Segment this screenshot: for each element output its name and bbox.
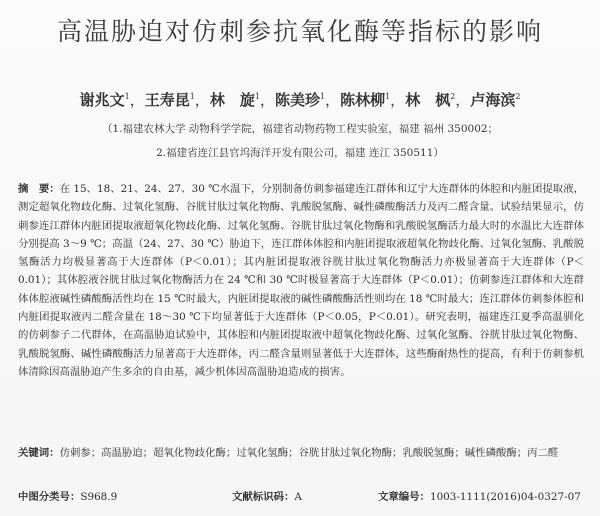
- author-separator: ，: [194, 91, 210, 109]
- author-separator: ，: [325, 91, 341, 109]
- classification-number: 中图分类号：S968.9: [18, 491, 118, 503]
- paper-title: 高温胁迫对仿刺参抗氧化酶等指标的影响: [56, 17, 543, 46]
- abstract: [18, 180, 584, 381]
- author: 王寿昆$^1$: [144, 91, 195, 109]
- author-list: [0, 89, 600, 110]
- affiliation-line: 2.福建省连江县官坞海洋开发有限公司，福建 连江 350511）: [156, 147, 444, 159]
- author-separator: ，: [129, 91, 145, 109]
- author: 陈林柳$^1$: [340, 91, 391, 109]
- author-separator: ，: [259, 91, 275, 109]
- author: 卢海滨$^2$: [470, 91, 521, 109]
- author-separator: ，: [390, 91, 406, 109]
- keywords: [18, 444, 584, 462]
- author-separator: ，: [455, 91, 471, 109]
- author: 林 旋$^1$: [209, 91, 260, 109]
- abstract-text: 在 15、18、21、24、27、30 ℃水温下，分别制备仿刺参福建连江群体和辽宁大连群体的体腔和内脏团提取液，测定超氧化物歧化酶、过氧化氢酶、谷胱甘肽过氧化物酶、乳酸脱氢酶、碱性磷酸酶活力及丙二醛含量。试验结果显示，仿刺参连江群体内脏团提取液超氧化物歧化酶、过氧化氢酶、谷胱甘肽过氧化物酶和乳酸脱氢酶活力最大时的水温比大连群体分别提高 3～9 ℃；高温（24、27、30 ℃）胁迫下，连江群体体腔和内脏团提取液超氧化物歧化酶、过氧化氢酶、乳酸脱氢酶活力均极显著高于大连群体（P＜0.01）；其内脏团提取液谷胱甘肽过氧化物酶活力亦极显著高于大连群体（P＜0.01）；其体腔液谷胱甘肽过氧化物酶活力在 24 ℃和 30 ℃时极显著高于大连群体（P＜0.01）；仿刺参连江群体和大连群体体腔液碱性磷酸酶活性均在 15 ℃时最大，内脏团提取液的碱性磷酸酶活性则均在 18 ℃时最大；连江群体仿刺参体腔和内脏团提取液丙二醛含量在 18～30 ℃下均显著低于大连群体（P＜0.05，P＜0.01）。研究表明，福建连江夏季高温驯化的仿刺参子二代群体，在高温胁迫试验中，其体腔和内脏团提取液中超氧化物歧化酶、过氧化氢酶、谷胱甘肽过氧化物酶、乳酸脱氢酶、碱性磷酸酶活力显著高于大连群体，丙二醛含量则显著低于大连群体，这些酶耐热性的提高，有利于仿刺参机体清除因高温胁迫产生多余的自由基，减少机体因高温胁迫造成的损害。: [18, 183, 585, 378]
- document-code: 文献标识码：A: [232, 491, 302, 503]
- author: 陈美珍$^1$: [274, 91, 326, 109]
- author: 林 枫$^2$: [405, 91, 456, 109]
- article-number: 文章编号：1003-1111(2016)04-0327-07: [378, 491, 581, 503]
- affiliation-line: （1.福建农林大学 动物科学学院，福建省动物药物工程实验室，福建 福州 350002；: [101, 123, 499, 135]
- keywords-label: 关键词：: [18, 447, 60, 459]
- author: 谢兆文$^1$: [79, 91, 130, 109]
- abstract-label: 摘 要：: [18, 183, 60, 195]
- keywords-text: 仿刺参；高温胁迫；超氧化物歧化酶；过氧化氢酶；谷胱甘肽过氧化物酶；乳酸脱氢酶；碱性磷酸酶；丙二醛: [59, 447, 559, 459]
